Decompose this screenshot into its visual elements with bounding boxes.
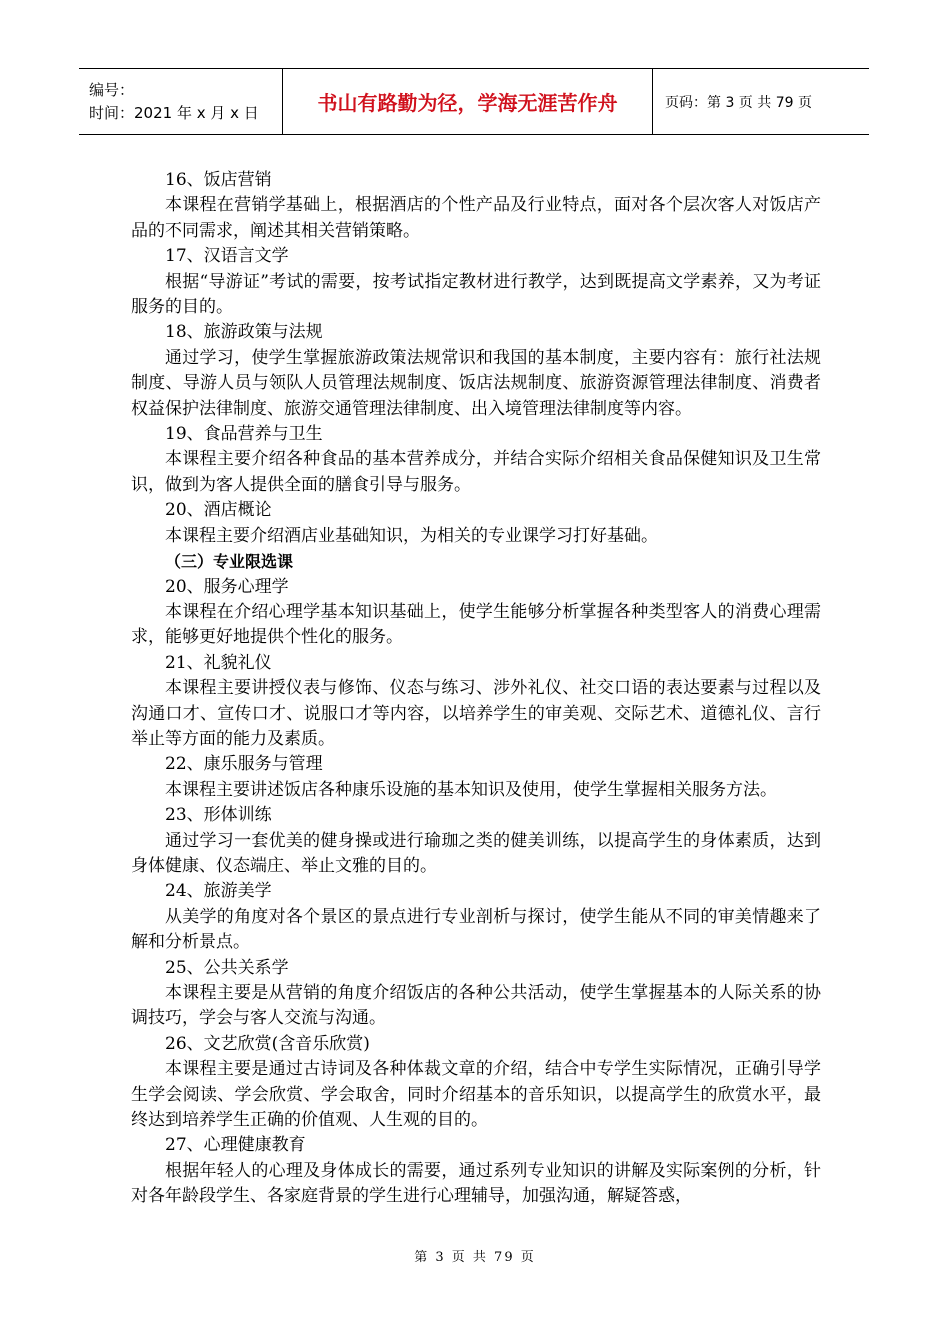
course-title: 23、形体训练 xyxy=(165,805,272,826)
course-description: 本课程主要是通过古诗词及各种体裁文章的介绍，结合中专学生实际情况，正确引导学生学会阅读、学会欣赏、学会取舍，同时介绍基本的音乐知识，以提高学生的欣赏水平，最终达到培养学生正确的价值观、人生观的目的。 xyxy=(131,1059,821,1131)
course-title: 25、公共关系学 xyxy=(165,957,289,978)
header-page-label: 页码：第 3 页 共 79 页 xyxy=(665,94,812,111)
course-description: 根据“导游证”考试的需要，按考试指定教材进行教学，达到既提高文学素养，又为考证服务的目的。 xyxy=(131,271,821,318)
course-title: 16、饭店营销 xyxy=(165,170,272,190)
document-body xyxy=(131,168,821,1210)
section-heading: （三）专业限选课 xyxy=(165,552,294,572)
course-description: 通过学习一套优美的健身操或进行瑜珈之类的健美训练，以提高学生的身体素质，达到身体健康、仪态端庄、举止文雅的目的。 xyxy=(131,830,821,876)
header-motto: 书山有路勤为径，学海无涯苦作舟 xyxy=(283,69,653,134)
course-description: 从美学的角度对各个景区的景点进行专业剖析与探讨，使学生能从不同的审美情趣来了解和分析景点。 xyxy=(131,906,821,953)
course-title: 19、食品营养与卫生 xyxy=(165,424,323,445)
course-title: 17、汉语言文学 xyxy=(165,246,289,267)
course-description: 本课程在介绍心理学基本知识基础上，使学生能够分析掌握各种类型客人的消费心理需求，能够更好地提供个性化的服务。 xyxy=(131,601,821,648)
course-title: 18、旅游政策与法规 xyxy=(165,322,323,343)
course-title: 20、酒店概论 xyxy=(165,500,272,521)
course-description: 本课程主要介绍酒店业基础知识，为相关的专业课学习打好基础。 xyxy=(165,525,658,546)
course-title: 26、文艺欣赏(含音乐欣赏) xyxy=(165,1033,370,1054)
course-description: 本课程主要是从营销的角度介绍饭店的各种公共活动，使学生掌握基本的人际关系的协调技巧，学会与客人交流与沟通。 xyxy=(131,983,821,1029)
page-header xyxy=(79,68,869,135)
page-footer: 第 3 页 共 79 页 xyxy=(414,1250,536,1265)
header-time-label: 时间：2021 年 x 月 x 日 xyxy=(89,103,259,122)
course-description: 本课程主要讲述饭店各种康乐设施的基本知识及使用，使学生掌握相关服务方法。 xyxy=(165,779,777,800)
course-description: 本课程主要讲授仪表与修饰、仪态与练习、涉外礼仪、社交口语的表达要素与过程以及沟通口才、宣传口才、说服口才等内容，以培养学生的审美观、交际艺术、道德礼仪、言行举止等方面的能力及素质。 xyxy=(131,678,821,749)
course-description: 本课程主要介绍各种食品的基本营养成分，并结合实际介绍相关食品保健知识及卫生常识，做到为客人提供全面的膳食引导与服务。 xyxy=(131,449,821,495)
course-description: 本课程在营销学基础上，根据酒店的个性产品及行业特点，面对各个层次客人对饭店产品的不同需求，阐述其相关营销策略。 xyxy=(131,195,821,241)
header-meta xyxy=(79,69,283,134)
course-title: 21、礼貌礼仪 xyxy=(165,652,272,673)
course-title: 20、服务心理学 xyxy=(165,576,289,597)
course-title: 22、康乐服务与管理 xyxy=(165,754,323,775)
course-description: 通过学习，使学生掌握旅游政策法规常识和我国的基本制度，主要内容有：旅行社法规制度、导游人员与领队人员管理法规制度、饭店法规制度、旅游资源管理法律制度、消费者权益保护法律制度、旅游交通管理法律制度、出入境管理法律制度等内容。 xyxy=(131,347,821,419)
header-number-label: 编号： xyxy=(89,80,135,99)
course-description: 根据年轻人的心理及身体成长的需要，通过系列专业知识的讲解及实际案例的分析，针对各年龄段学生、各家庭背景的学生进行心理辅导，加强沟通，解疑答惑， xyxy=(131,1160,821,1207)
course-title: 24、旅游美学 xyxy=(165,881,272,902)
course-title: 27、心理健康教育 xyxy=(165,1135,306,1156)
